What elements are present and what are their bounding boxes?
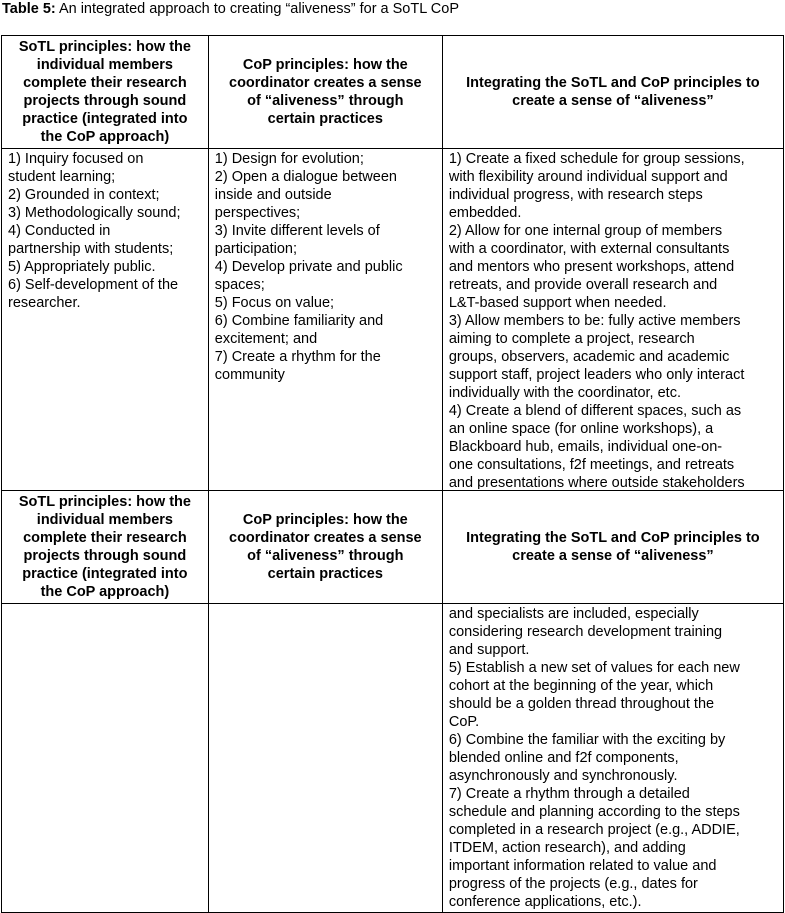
table-caption-text: An integrated approach to creating “aliveness” for a SoTL CoP <box>55 1 459 17</box>
text-line: practice (integrated into <box>22 111 188 127</box>
text-line: student learning; <box>8 169 116 185</box>
text-line: groups, observers, academic and academic <box>448 349 730 365</box>
sotl-principles-list <box>2 149 209 491</box>
text-line: CoP. <box>448 714 480 730</box>
text-line: 5) Focus on value; <box>214 295 335 311</box>
text-line: completed in a research project (e.g., ADDIE, <box>448 822 740 838</box>
text-line: 5) Establish a new set of values for each new <box>448 660 740 676</box>
table-row <box>2 149 784 491</box>
text-line: 6) Combine the familiar with the exciting by <box>448 732 726 748</box>
text-line: and specialists are included, especially <box>448 606 699 622</box>
text-line: coordinator creates a sense <box>229 75 422 91</box>
text-line: of “aliveness” through <box>247 93 404 109</box>
text-line: and presentations where outside stakeholders <box>448 475 745 489</box>
text-line: 4) Create a blend of different spaces, such as <box>448 403 742 419</box>
text-line: with flexibility around individual support and <box>448 169 728 185</box>
integration-text-part1 <box>442 149 783 491</box>
text-line: certain practices <box>267 111 383 127</box>
text-line: create a sense of “aliveness” <box>512 548 714 564</box>
text-line: 7) Create a rhythm through a detailed <box>448 786 690 802</box>
text-line: 4) Develop private and public <box>214 259 403 275</box>
text-line: Blackboard hub, emails, individual one-on- <box>448 439 723 455</box>
text-line: researcher. <box>8 295 81 311</box>
text-line: the CoP approach) <box>40 584 170 600</box>
text-line: 1) Inquiry focused on <box>8 151 144 167</box>
text-line: cohort at the beginning of the year, which <box>448 678 714 694</box>
text-line: certain practices <box>267 566 383 582</box>
text-line: projects through sound <box>23 93 187 109</box>
text-line: progress of the projects (e.g., dates for <box>448 876 698 892</box>
text-line: should be a golden thread throughout the <box>448 696 715 712</box>
sotl-principles-continued-empty <box>2 604 209 913</box>
text-line: Integrating the SoTL and CoP principles to <box>466 530 760 546</box>
text-line: with a coordinator, with external consultants <box>448 241 730 257</box>
text-line: an online space (for online workshops), a <box>448 421 714 437</box>
text-line: 2) Allow for one internal group of members <box>448 223 723 239</box>
header-sotl-principles-repeat <box>2 491 209 604</box>
text-line: 3) Invite different levels of <box>214 223 380 239</box>
text-line: and mentors who present workshops, attend <box>448 259 735 275</box>
text-line: Integrating the SoTL and CoP principles to <box>466 75 760 91</box>
text-line: support staff, project leaders who only interact <box>448 367 745 383</box>
text-line: embedded. <box>448 205 522 221</box>
header-row-1 <box>2 36 784 149</box>
text-line: important information related to value and <box>448 858 717 874</box>
integration-text-part2 <box>442 604 783 913</box>
text-line: spaces; <box>214 277 265 293</box>
text-line: retreats, and provide overall research and <box>448 277 718 293</box>
text-line: CoP principles: how the <box>242 512 408 528</box>
text-line: 7) Create a rhythm for the <box>214 349 381 365</box>
cop-principles-list <box>208 149 442 491</box>
text-line: aiming to complete a project, research <box>448 331 695 347</box>
text-line: partnership with students; <box>8 241 174 257</box>
text-line: inside and outside <box>214 187 332 203</box>
text-line: and support. <box>448 642 530 658</box>
text-line: individually with the coordinator, etc. <box>448 385 681 401</box>
text-line: perspectives; <box>214 205 301 221</box>
text-line: blended online and f2f components, <box>448 750 679 766</box>
cop-principles-continued-empty <box>208 604 442 913</box>
text-line: CoP principles: how the <box>242 57 408 73</box>
text-line: L&T-based support when needed. <box>448 295 667 311</box>
header-cop-principles <box>208 36 442 149</box>
text-line: individual members <box>36 57 173 73</box>
text-line: considering research development training <box>448 624 723 640</box>
header-cop-principles-repeat <box>208 491 442 604</box>
text-line: 6) Combine familiarity and <box>214 313 384 329</box>
text-line: one consultations, f2f meetings, and retreats <box>448 457 735 473</box>
text-line: 1) Design for evolution; <box>214 151 364 167</box>
text-line: projects through sound <box>23 548 187 564</box>
table-caption <box>2 0 459 18</box>
text-line: 1) Create a fixed schedule for group sessions, <box>448 151 745 167</box>
text-line: complete their research <box>23 530 187 546</box>
aliveness-table <box>1 35 784 913</box>
text-line: 5) Appropriately public. <box>8 259 156 275</box>
header-integrating <box>442 36 783 149</box>
text-line: schedule and planning according to the steps <box>448 804 740 820</box>
text-line: SoTL principles: how the <box>18 39 191 55</box>
text-line: the CoP approach) <box>40 129 170 145</box>
text-line: asynchronously and synchronously. <box>448 768 678 784</box>
table-row <box>2 604 784 913</box>
text-line: 2) Grounded in context; <box>8 187 160 203</box>
text-line: coordinator creates a sense <box>229 530 422 546</box>
table-caption-label: Table 5: <box>2 1 56 17</box>
header-integrating-repeat <box>442 491 783 604</box>
text-line: participation; <box>214 241 297 257</box>
text-line: 2) Open a dialogue between <box>214 169 397 185</box>
header-row-2 <box>2 491 784 604</box>
text-line: excitement; and <box>214 331 318 347</box>
text-line: individual members <box>36 512 173 528</box>
text-line: complete their research <box>23 75 187 91</box>
text-line: of “aliveness” through <box>247 548 404 564</box>
text-line: conference applications, etc.). <box>448 894 642 910</box>
text-line: individual progress, with research steps <box>448 187 703 203</box>
text-line: practice (integrated into <box>22 566 188 582</box>
text-line: 6) Self-development of the <box>8 277 179 293</box>
text-line: SoTL principles: how the <box>18 494 191 510</box>
text-line: ITDEM, action research), and adding <box>448 840 686 856</box>
text-line: community <box>214 367 285 383</box>
text-line: 3) Methodologically sound; <box>8 205 181 221</box>
text-line: create a sense of “aliveness” <box>512 93 714 109</box>
text-line: 4) Conducted in <box>8 223 111 239</box>
header-sotl-principles <box>2 36 209 149</box>
text-line: 3) Allow members to be: fully active members <box>448 313 741 329</box>
